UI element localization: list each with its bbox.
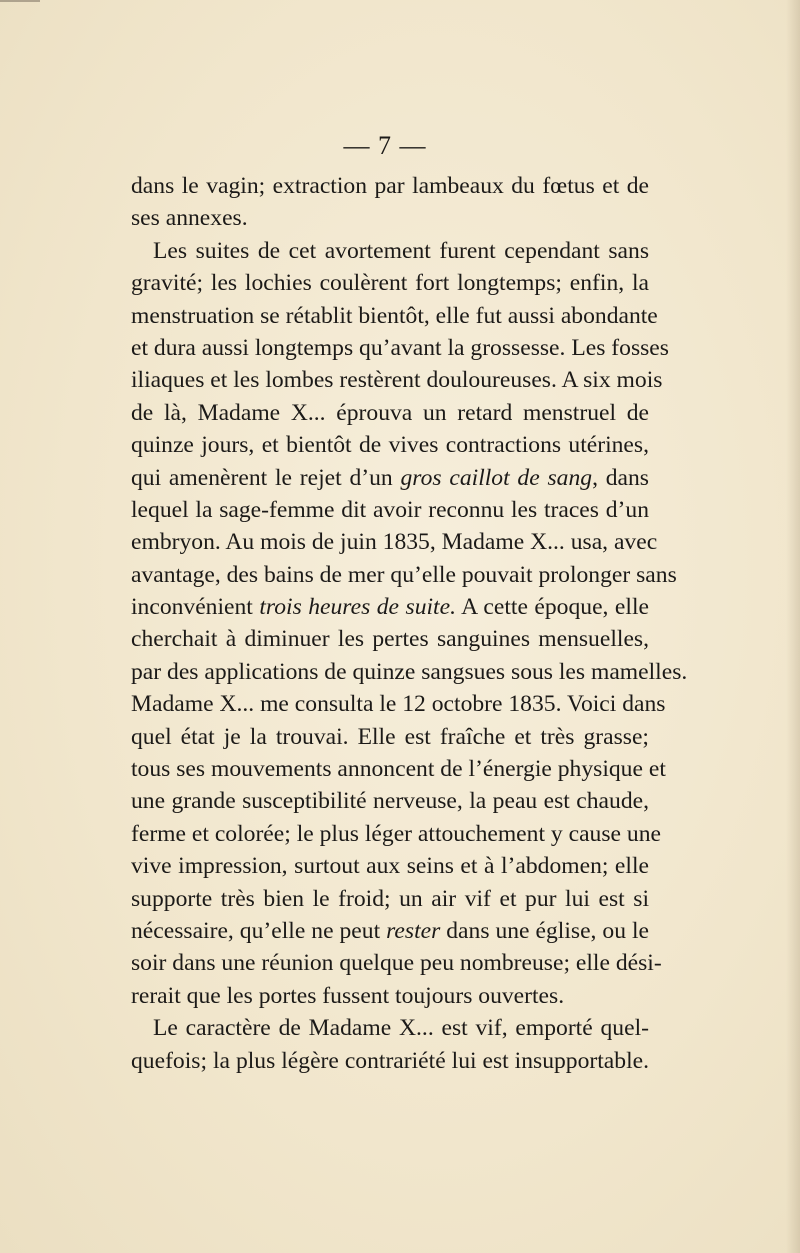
text-line: dans le vagin; extraction par lambeaux du fœtus et de [131,173,649,199]
body-text [131,170,688,1077]
text-line: gravité; les lochies coulèrent fort longtemps; enfin, la [131,270,649,297]
scan-edge-mark [0,0,40,2]
text-line: lequel la sage-femme dit avoir reconnu les traces d’un [131,496,649,523]
text-line: ferme et colorée; le plus léger attouchement y cause une [131,820,661,847]
text-line: par des applications de quinze sangsues sous les mamelles. [131,658,688,685]
text-line: avantage, des bains de mer qu’elle pouvait prolonger sans [131,561,677,588]
text-line [131,591,649,623]
text-segment: dans une église, ou le [440,917,649,944]
text-line: cherchait à diminuer les pertes sanguines mensuelles, [131,626,649,653]
text-line: quel état je la trouvai. Elle est fraîche et très grasse; [131,723,649,750]
text-line: Madame X... me consulta le 12 octobre 1835. Voici dans [131,691,666,718]
text-line: de là, Madame X... éprouva un retard menstruel de [131,399,649,426]
text-line: rerait que les portes fussent toujours ouvertes. [131,982,565,1009]
text-segment: A cette époque, elle [455,594,649,621]
italic-phrase: gros caillot de sang [400,464,593,491]
text-segment: qui amenèrent le rejet d’un [131,464,401,491]
text-line: Les suites de cet avortement furent cependant sans [153,237,649,264]
text-line: Le caractère de Madame X... est vif, emporté quel- [153,1015,649,1042]
text-line [131,462,649,494]
text-line [131,915,649,947]
text-line: tous ses mouvements annoncent de l’énergie physique et [131,756,666,783]
text-line: supporte très bien le froid; un air vif et pur lui est si [131,885,649,912]
text-line: et dura aussi longtemps qu’avant la grossesse. Les fosses [131,334,669,361]
text-segment: , dans [592,464,649,491]
text-segment: inconvénient [131,594,260,621]
text-line: iliaques et les lombes restèrent douloureuses. A six mois [131,367,663,394]
text-line: ses annexes. [131,205,248,232]
text-segment: nécessaire, qu’elle ne peut [131,917,387,944]
text-line: soir dans une réunion quelque peu nombreuse; elle dési- [131,950,662,977]
text-line: vive impression, surtout aux seins et à l’abdomen; elle [131,853,649,880]
page-edge-shadow [786,0,800,1253]
text-line: quefois; la plus légère contrariété lui est insupportable. [131,1047,649,1074]
text-line: quinze jours, et bientôt de vives contractions utérines, [131,432,649,459]
italic-phrase: rester [386,917,441,944]
text-line: une grande susceptibilité nerveuse, la peau est chaude, [131,788,649,815]
text-line: embryon. Au mois de juin 1835, Madame X... usa, avec [131,529,658,556]
italic-phrase: trois heures de suite. [259,594,456,621]
text-line: menstruation se rétablit bientôt, elle fut aussi abondante [131,302,658,329]
page-number: — 7 — [343,131,427,160]
